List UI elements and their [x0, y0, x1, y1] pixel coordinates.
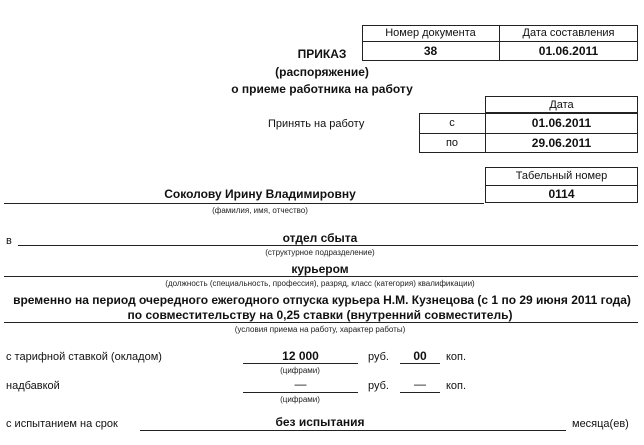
probation-underline — [140, 430, 566, 431]
rate-digits-caption: (цифрами) — [280, 366, 320, 375]
rate-rub-value: 12 000 — [282, 349, 319, 363]
job-caption: (должность (специальность, профессия), разряд, класс (категория) квалификации) — [165, 279, 475, 288]
order-subtitle: (распоряжение) — [275, 65, 369, 79]
rate-label: с тарифной ставкой (окладом) — [6, 351, 162, 363]
conditions-caption: (условия приема на работу, характер работы) — [234, 325, 406, 334]
rate-rub-underline — [243, 363, 358, 364]
hire-date-header-label: Дата — [549, 98, 574, 111]
job-value: курьером — [291, 262, 349, 276]
tab-number-label: Табельный номер — [515, 170, 608, 182]
bonus-kop-value: — — [414, 377, 426, 391]
rate-rub-label: руб. — [368, 351, 389, 363]
bonus-rub-underline — [243, 392, 358, 393]
tab-number-value: 0114 — [548, 187, 575, 201]
bonus-kop-label: коп. — [446, 380, 467, 392]
department-in-label: в — [6, 235, 12, 247]
bonus-rub-value: — — [294, 377, 307, 391]
probation-unit: месяца(ев) — [572, 418, 629, 430]
hire-label: Принять на работу — [268, 118, 365, 130]
hire-from-date: 01.06.2011 — [531, 116, 592, 130]
hire-from-label: с — [449, 117, 455, 129]
conditions-underline — [4, 322, 638, 323]
doc-number-label: Номер документа — [385, 27, 476, 39]
probation-label: с испытанием на срок — [6, 418, 118, 430]
doc-date-value: 01.06.2011 — [538, 44, 599, 58]
doc-date-label: Дата составления — [522, 27, 615, 39]
bonus-label: надбавкой — [6, 380, 60, 392]
department-caption: (структурное подразделение) — [265, 248, 375, 257]
hire-to-date: 29.06.2011 — [531, 136, 592, 150]
employee-name: Соколову Ирину Владимировну — [164, 187, 356, 201]
doc-number-value: 38 — [423, 44, 438, 58]
employee-name-caption: (фамилия, имя, отчество) — [212, 206, 308, 215]
rate-kop-value: 00 — [413, 349, 427, 363]
bonus-digits-caption: (цифрами) — [280, 395, 320, 404]
probation-value: без испытания — [275, 415, 365, 429]
rate-kop-label: коп. — [446, 351, 467, 363]
bonus-kop-underline — [400, 392, 440, 393]
conditions-line1: временно на период очередного ежегодного отпуска курьера Н.М. Кузнецова (с 1 по 29 июня 2011 года) — [13, 293, 631, 307]
department-value: отдел сбыта — [282, 231, 358, 245]
department-underline — [18, 245, 638, 246]
rate-kop-underline — [400, 363, 440, 364]
employee-name-underline — [4, 203, 484, 204]
job-underline — [4, 276, 638, 277]
order-description: о приеме работника на работу — [231, 82, 413, 96]
bonus-rub-label: руб. — [368, 380, 389, 392]
order-title: ПРИКАЗ — [297, 47, 347, 61]
hire-to-label: по — [445, 137, 459, 149]
conditions-line2: по совместительству на 0,25 ставки (внутренний совместитель) — [127, 308, 513, 322]
